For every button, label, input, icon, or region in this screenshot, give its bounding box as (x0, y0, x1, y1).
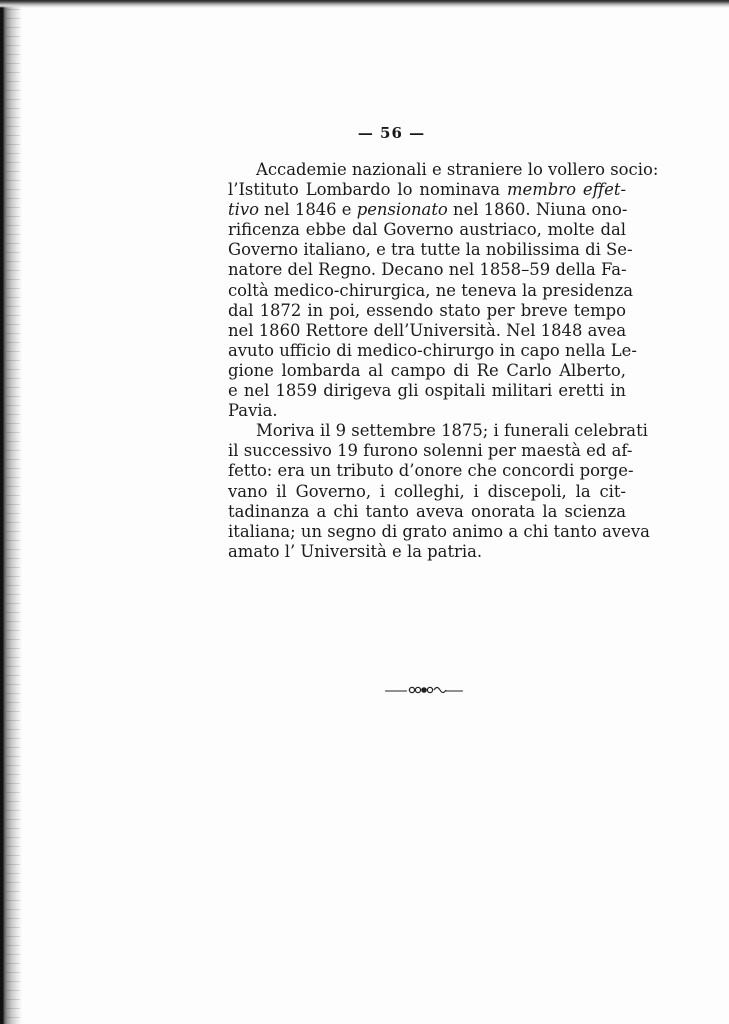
text-line (228, 401, 626, 421)
text-run: Pavia. (228, 401, 278, 421)
text-run: l’Istituto Lombardo lo nominava (228, 180, 507, 200)
page-number: — 56 — (357, 124, 426, 142)
text-line (228, 482, 626, 502)
text-line (228, 180, 626, 200)
text-line (228, 461, 634, 481)
text-line (228, 421, 648, 441)
italic-run: tivo (228, 200, 259, 220)
text-run: Governo italiano, e tra tutte la nobilissima di Se- (228, 240, 633, 260)
text-run: nel 1846 e (258, 200, 357, 220)
text-line (228, 502, 626, 522)
italic-run: pensionato (356, 200, 448, 220)
text-line (228, 301, 626, 321)
text-run: italiana; un segno di grato animo a chi tanto aveva (228, 521, 650, 541)
body-text (228, 160, 659, 562)
text-run: e nel 1859 dirigeva gli ospitali militari eretti in (228, 381, 626, 401)
top-edge-shadow (0, 0, 729, 8)
paragraph-container (228, 160, 659, 562)
text-run: Moriva il 9 settembre 1875; i funerali celebrati (256, 421, 648, 441)
text-run: gione lombarda al campo di Re Carlo Alberto, (228, 360, 626, 380)
text-line (228, 441, 633, 461)
text-line (228, 542, 626, 562)
spine-texture (6, 0, 20, 1024)
text-run: fetto: era un tributo d’onore che concordi porge- (228, 461, 634, 481)
italic-run: membro effet- (506, 180, 627, 200)
text-run: nel 1860. Niuna ono- (447, 200, 628, 220)
text-run: amato l’ Università e la patria. (228, 541, 483, 561)
text-run: tadinanza a chi tanto aveva onorata la scienza (228, 501, 626, 521)
text-run: dal 1872 in poi, essendo stato per breve tempo (228, 300, 626, 320)
text-line (228, 260, 626, 280)
paragraph-1 (228, 160, 659, 421)
text-run: natore del Regno. Decano nel 1858–59 della Fa- (228, 260, 627, 280)
text-run: rificenza ebbe dal Governo austriaco, molte dal (228, 220, 626, 240)
text-run: avuto ufficio di medico-chirurgo in capo nella Le- (228, 340, 637, 360)
text-line (228, 340, 637, 361)
paragraph-2 (228, 421, 650, 562)
text-run: nel 1860 Rettore dell’Università. Nel 1848 avea (228, 320, 627, 340)
text-line (228, 160, 659, 180)
text-line (228, 321, 626, 341)
text-line (228, 521, 650, 542)
text-line (228, 361, 626, 381)
text-run: il successivo 19 furono solenni per maestà ed af- (228, 441, 633, 461)
end-ornament-icon (385, 684, 463, 696)
text-line (228, 220, 626, 240)
text-line (228, 280, 634, 301)
text-line (228, 381, 626, 401)
text-run: vano il Governo, i colleghi, i discepoli, la cit- (228, 481, 626, 501)
text-run: Accademie nazionali e straniere lo vollero socio: (256, 160, 659, 179)
text-line (228, 200, 626, 220)
text-line (228, 240, 633, 260)
text-run: coltà medico-chirurgica, ne teneva la presidenza (228, 280, 634, 300)
